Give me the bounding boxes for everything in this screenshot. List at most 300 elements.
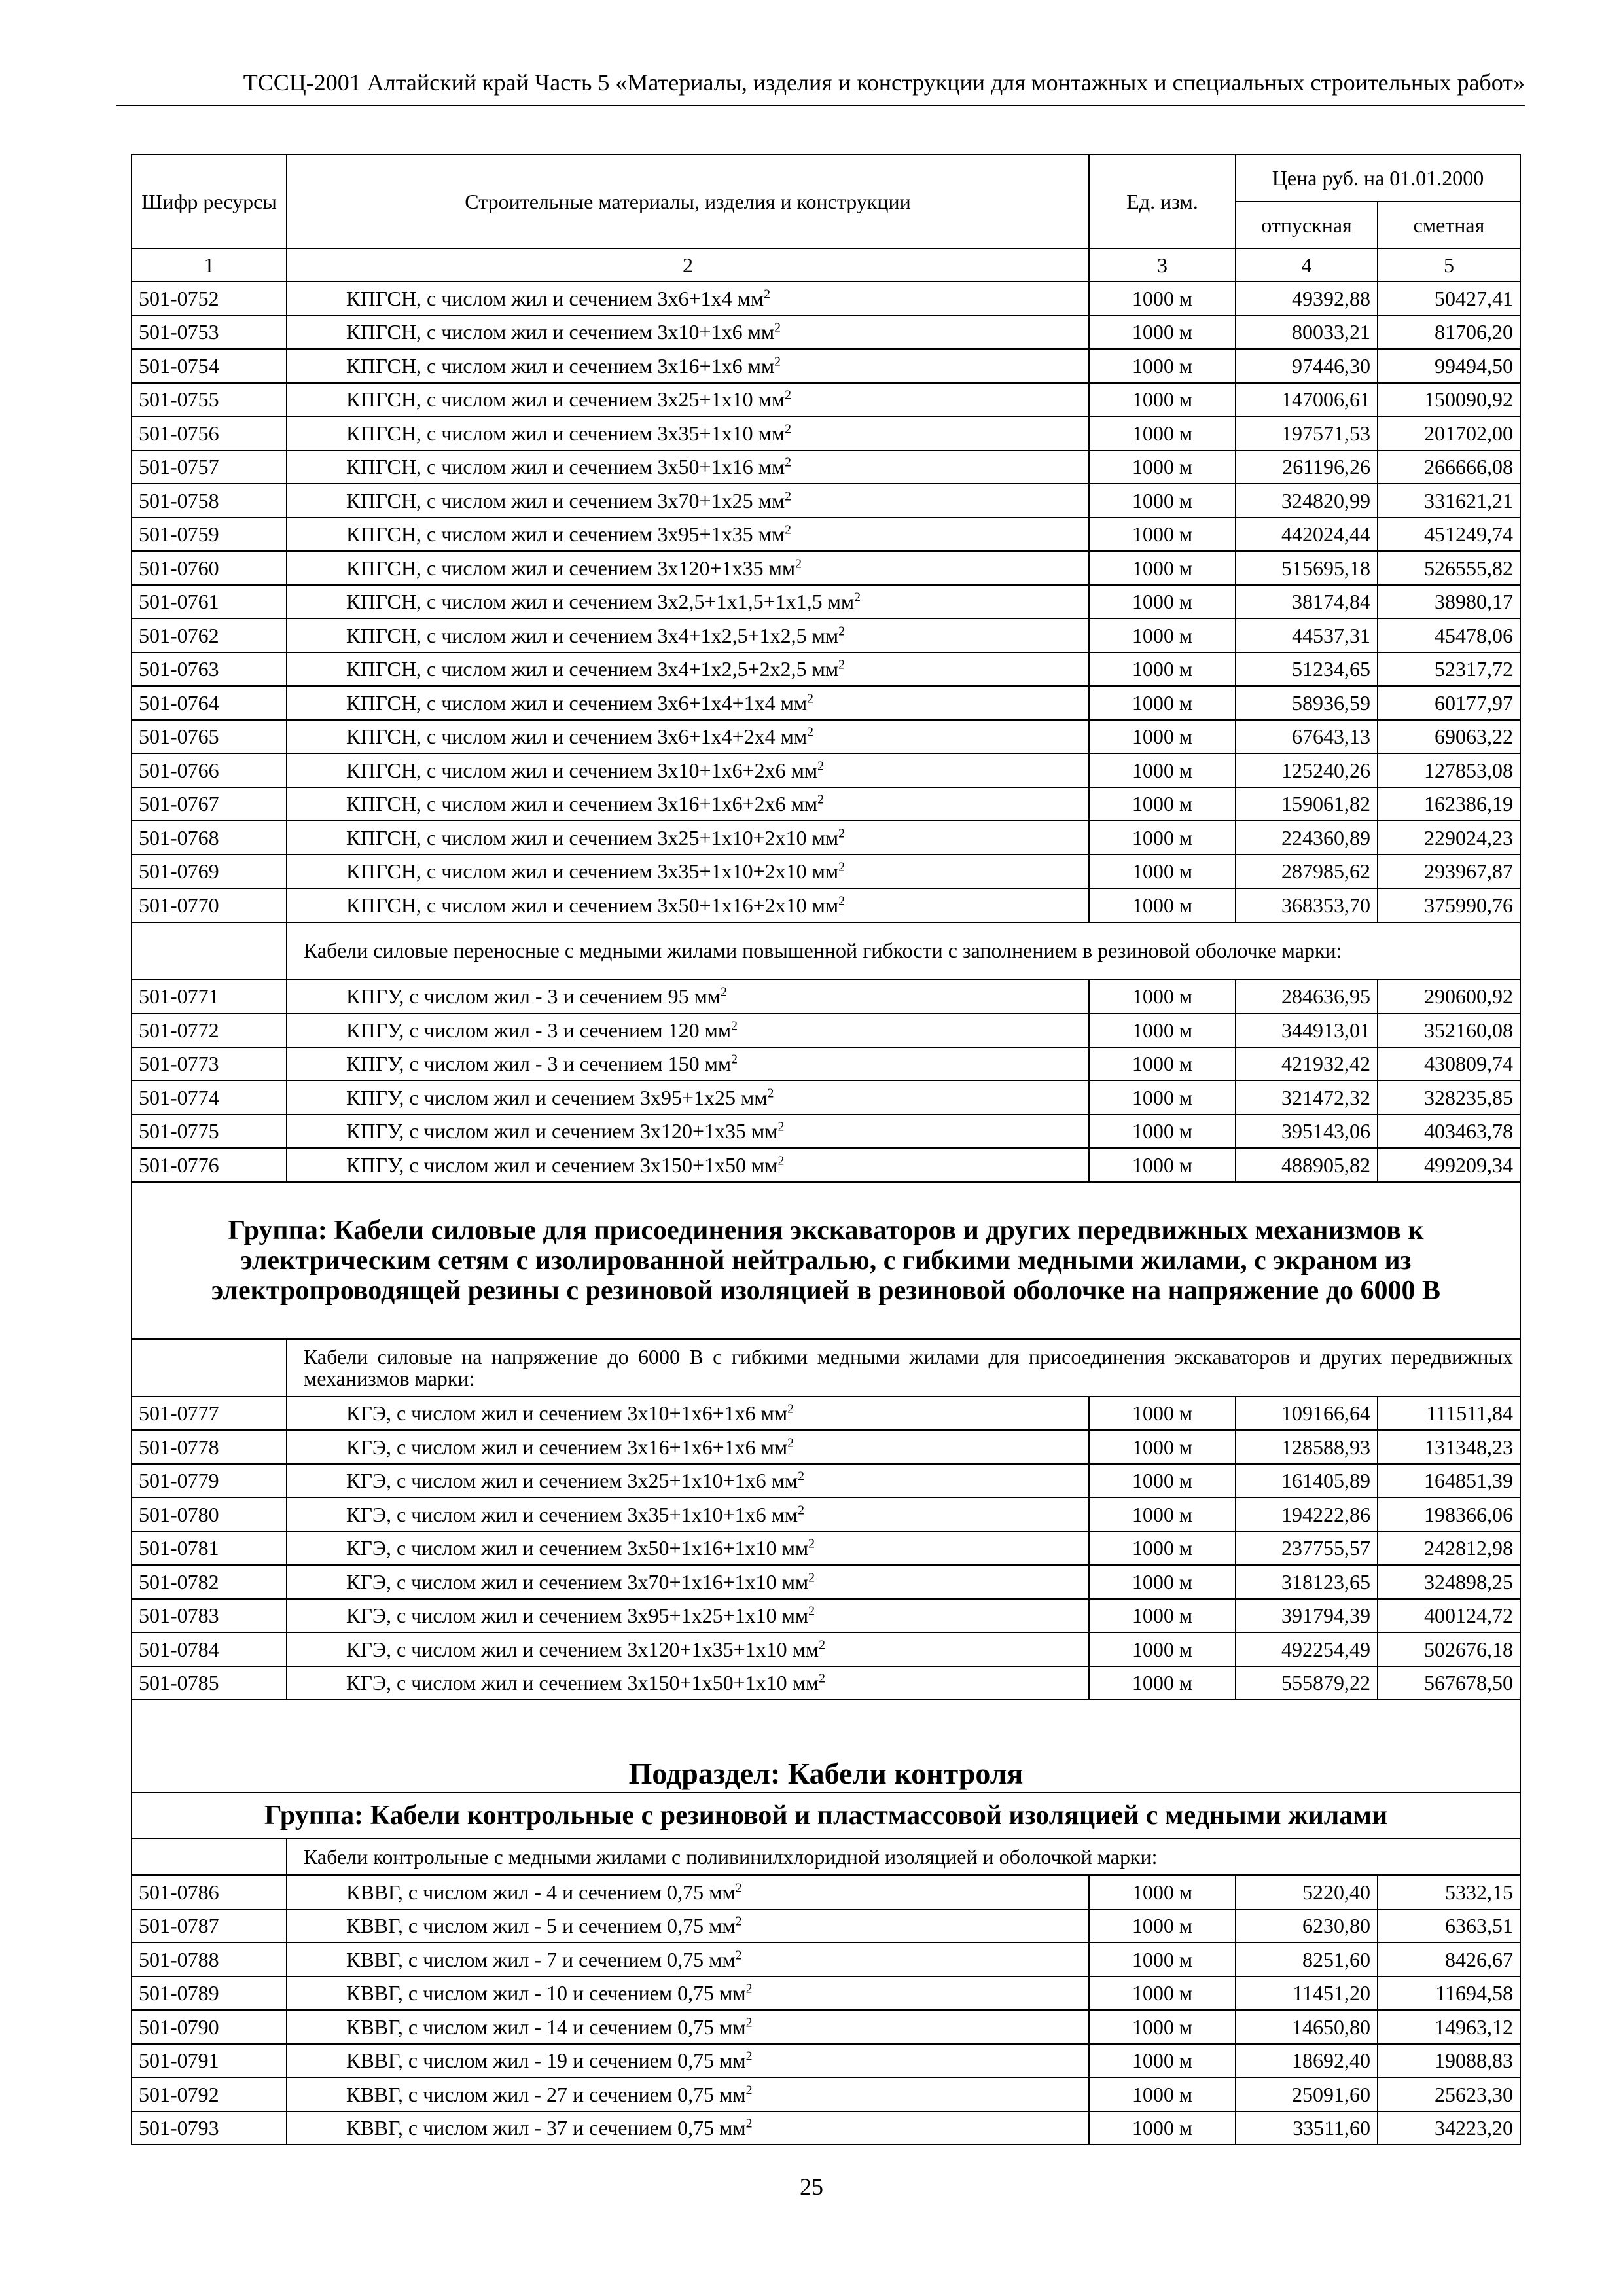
resource-code: 501-0791 (132, 2044, 287, 2078)
unit: 1000 м (1089, 2010, 1236, 2044)
estimate-price: 25623,30 (1378, 2077, 1520, 2111)
release-price: 324820,99 (1236, 484, 1378, 518)
release-price: 51234,65 (1236, 653, 1378, 687)
material-name (287, 315, 1089, 350)
unit: 1000 м (1089, 349, 1236, 383)
release-price: 237755,57 (1236, 1532, 1378, 1566)
estimate-price: 293967,87 (1378, 855, 1520, 889)
resource-code: 501-0780 (132, 1498, 287, 1532)
unit: 1000 м (1089, 1599, 1236, 1633)
table-row (132, 1666, 1520, 1700)
material-name-text: КПГСН, с числом жил и сечением 3х70+1х25 мм (346, 488, 785, 512)
estimate-price: 69063,22 (1378, 720, 1520, 754)
unit-superscript: 2 (807, 725, 814, 740)
release-price: 492254,49 (1236, 1632, 1378, 1666)
resource-code: 501-0753 (132, 315, 287, 350)
material-name-text: КГЭ, с числом жил и сечением 3х35+1х10+1х6 мм (346, 1502, 798, 1526)
table-header (132, 154, 1520, 281)
material-name (287, 416, 1089, 450)
material-name (287, 349, 1089, 383)
release-price: 128588,93 (1236, 1430, 1378, 1464)
release-price: 261196,26 (1236, 450, 1378, 484)
resource-code: 501-0757 (132, 450, 287, 484)
estimate-price: 162386,19 (1378, 787, 1520, 821)
estimate-price: 127853,08 (1378, 753, 1520, 787)
material-name (287, 1430, 1089, 1464)
material-name-text: КВВГ, с числом жил - 7 и сечением 0,75 мм (346, 1947, 736, 1971)
material-name (287, 1397, 1089, 1431)
material-name-text: КПГУ, с числом жил и сечением 3х95+1х25 мм (346, 1085, 768, 1109)
table-row (132, 1498, 1520, 1532)
estimate-price: 430809,74 (1378, 1047, 1520, 1081)
table-row (132, 585, 1520, 619)
estimate-price: 451249,74 (1378, 518, 1520, 552)
table-row (132, 1464, 1520, 1498)
material-name-text: КПГСН, с числом жил и сечением 3х4+1х2,5+2х2,5 мм (346, 657, 839, 681)
unit-superscript: 2 (785, 422, 792, 437)
material-name (287, 980, 1089, 1014)
release-price: 58936,59 (1236, 686, 1378, 720)
material-name-text: КПГУ, с числом жил - 3 и сечением 150 мм (346, 1052, 732, 1076)
table-note-row (132, 1339, 1520, 1397)
note-code-cell (132, 922, 287, 980)
resource-code: 501-0761 (132, 585, 287, 619)
header-rule (116, 105, 1525, 106)
estimate-price: 324898,25 (1378, 1565, 1520, 1599)
resource-code: 501-0755 (132, 383, 287, 417)
unit: 1000 м (1089, 1498, 1236, 1532)
note-code-cell (132, 1339, 287, 1397)
page-number: 25 (800, 2174, 823, 2200)
table-row (132, 281, 1520, 315)
unit-superscript: 2 (798, 1503, 805, 1518)
material-name-text: КВВГ, с числом жил - 19 и сечением 0,75 мм (346, 2049, 746, 2073)
unit: 1000 м (1089, 551, 1236, 585)
material-name-text: КПГСН, с числом жил и сечением 3х6+1х4 мм (346, 286, 764, 310)
material-name (287, 686, 1089, 720)
resource-code: 501-0774 (132, 1081, 287, 1115)
material-name (287, 1875, 1089, 1909)
unit-superscript: 2 (854, 590, 861, 605)
unit: 1000 м (1089, 2044, 1236, 2078)
table-row (132, 653, 1520, 687)
table-row (132, 1081, 1520, 1115)
resource-code: 501-0764 (132, 686, 287, 720)
unit-superscript: 2 (838, 859, 846, 874)
column-number: 2 (287, 249, 1089, 281)
material-name (287, 787, 1089, 821)
unit-superscript: 2 (745, 2083, 753, 2098)
table-row (132, 1875, 1520, 1909)
estimate-price: 81706,20 (1378, 315, 1520, 350)
release-price: 224360,89 (1236, 821, 1378, 855)
resource-code: 501-0767 (132, 787, 287, 821)
table-row (132, 1599, 1520, 1633)
unit: 1000 м (1089, 383, 1236, 417)
material-name-text: КГЭ, с числом жил и сечением 3х10+1х6+1х6 мм (346, 1401, 788, 1426)
resource-code: 501-0785 (132, 1666, 287, 1700)
material-name-text: КПГСН, с числом жил и сечением 3х10+1х6+2х6 мм (346, 758, 818, 782)
release-price: 11451,20 (1236, 1977, 1378, 2011)
unit: 1000 м (1089, 416, 1236, 450)
col-header-estimate: сметная (1378, 202, 1520, 249)
material-name (287, 484, 1089, 518)
table-row (132, 315, 1520, 350)
material-name (287, 585, 1089, 619)
release-price: 515695,18 (1236, 551, 1378, 585)
table-note-row (132, 1839, 1520, 1875)
material-name (287, 1115, 1089, 1149)
material-name (287, 1148, 1089, 1182)
resource-code: 501-0779 (132, 1464, 287, 1498)
estimate-price: 164851,39 (1378, 1464, 1520, 1498)
material-name-text: КПГСН, с числом жил и сечением 3х16+1х6+2х6 мм (346, 792, 818, 816)
unit-superscript: 2 (798, 1469, 805, 1484)
resource-code: 501-0792 (132, 2077, 287, 2111)
material-name-text: КПГСН, с числом жил и сечением 3х50+1х16 мм (346, 455, 785, 479)
release-price: 194222,86 (1236, 1498, 1378, 1532)
unit: 1000 м (1089, 1943, 1236, 1977)
material-name (287, 1565, 1089, 1599)
material-name-text: КВВГ, с числом жил - 27 и сечением 0,75 мм (346, 2082, 746, 2106)
resource-code: 501-0754 (132, 349, 287, 383)
estimate-price: 328235,85 (1378, 1081, 1520, 1115)
material-name-text: КПГСН, с числом жил и сечением 3х25+1х10+2х10 мм (346, 825, 839, 850)
unit-superscript: 2 (838, 624, 846, 639)
price-table (131, 154, 1521, 2145)
release-price: 284636,95 (1236, 980, 1378, 1014)
unit-superscript: 2 (735, 1948, 742, 1963)
release-price: 25091,60 (1236, 2077, 1378, 2111)
col-header-name: Строительные материалы, изделия и конструкции (287, 154, 1089, 249)
unit: 1000 м (1089, 1115, 1236, 1149)
resource-code: 501-0763 (132, 653, 287, 687)
unit: 1000 м (1089, 619, 1236, 653)
unit-superscript: 2 (745, 2116, 753, 2131)
column-number: 3 (1089, 249, 1236, 281)
table-row (132, 1115, 1520, 1149)
estimate-price: 45478,06 (1378, 619, 1520, 653)
material-name-text: КПГСН, с числом жил и сечением 3х2,5+1х1,5+1х1,5 мм (346, 590, 855, 614)
table-row (132, 1909, 1520, 1943)
resource-code: 501-0773 (132, 1047, 287, 1081)
unit: 1000 м (1089, 753, 1236, 787)
unit: 1000 м (1089, 1565, 1236, 1599)
unit-superscript: 2 (745, 2049, 753, 2064)
material-name-text: КПГСН, с числом жил и сечением 3х35+1х10 мм (346, 421, 785, 445)
table-row (132, 2010, 1520, 2044)
table-row (132, 1430, 1520, 1464)
estimate-price: 567678,50 (1378, 1666, 1520, 1700)
estimate-price: 229024,23 (1378, 821, 1520, 855)
col-header-unit: Ед. изм. (1089, 154, 1236, 249)
resource-code: 501-0793 (132, 2111, 287, 2145)
material-name-text: КГЭ, с числом жил и сечением 3х120+1х35+1х10 мм (346, 1637, 819, 1661)
material-name-text: КПГСН, с числом жил и сечением 3х10+1х6 мм (346, 320, 775, 344)
estimate-price: 526555,82 (1378, 551, 1520, 585)
unit: 1000 м (1089, 518, 1236, 552)
material-name-text: КВВГ, с числом жил - 10 и сечением 0,75 мм (346, 1981, 746, 2005)
table-row (132, 821, 1520, 855)
material-name (287, 1943, 1089, 1977)
material-name-text: КПГСН, с числом жил и сечением 3х120+1х35 мм (346, 556, 796, 580)
estimate-price: 11694,58 (1378, 1977, 1520, 2011)
material-name (287, 383, 1089, 417)
resource-code: 501-0788 (132, 1943, 287, 1977)
unit: 1000 м (1089, 2077, 1236, 2111)
material-name-text: КВВГ, с числом жил - 37 и сечением 0,75 мм (346, 2116, 746, 2140)
group-heading-row (132, 1182, 1520, 1339)
unit-superscript: 2 (785, 455, 792, 470)
material-name (287, 2044, 1089, 2078)
group-heading: Группа: Кабели силовые для присоединения экскаваторов и других передвижных механизмов к электрическим сетям с изолированной нейтралью, с гибкими медными жилами, с экраном из электропроводящей резины с резиновой изоляцией в резиновой оболочке на напряжение до 6000 В (132, 1182, 1520, 1339)
material-name (287, 1081, 1089, 1115)
release-price: 97446,30 (1236, 349, 1378, 383)
resource-code: 501-0787 (132, 1909, 287, 1943)
release-price: 38174,84 (1236, 585, 1378, 619)
unit-superscript: 2 (774, 354, 781, 369)
resource-code: 501-0759 (132, 518, 287, 552)
table-row (132, 518, 1520, 552)
table-note-row (132, 922, 1520, 980)
material-name (287, 1013, 1089, 1047)
material-name-text: КПГСН, с числом жил и сечением 3х4+1х2,5+1х2,5 мм (346, 623, 839, 647)
material-name (287, 1977, 1089, 2011)
estimate-price: 198366,06 (1378, 1498, 1520, 1532)
material-name-text: КВВГ, с числом жил - 5 и сечением 0,75 мм (346, 1914, 736, 1938)
col-header-price-group: Цена руб. на 01.01.2000 (1236, 154, 1520, 202)
unit-superscript: 2 (838, 826, 846, 841)
release-price: 442024,44 (1236, 518, 1378, 552)
resource-code: 501-0775 (132, 1115, 287, 1149)
note-code-cell (132, 1839, 287, 1875)
resource-code: 501-0768 (132, 821, 287, 855)
unit-superscript: 2 (785, 522, 792, 537)
release-price: 8251,60 (1236, 1943, 1378, 1977)
subsection-heading-row (132, 1700, 1520, 1793)
table-row (132, 1047, 1520, 1081)
estimate-price: 34223,20 (1378, 2111, 1520, 2145)
table-row (132, 2077, 1520, 2111)
unit: 1000 м (1089, 1875, 1236, 1909)
resource-code: 501-0786 (132, 1875, 287, 1909)
unit-superscript: 2 (774, 320, 781, 335)
column-numbers-row (132, 249, 1520, 281)
unit-superscript: 2 (808, 1570, 815, 1585)
material-name (287, 753, 1089, 787)
material-name-text: КВВГ, с числом жил - 14 и сечением 0,75 мм (346, 2015, 746, 2039)
estimate-price: 19088,83 (1378, 2044, 1520, 2078)
column-number: 1 (132, 249, 287, 281)
material-name (287, 1909, 1089, 1943)
unit-superscript: 2 (764, 287, 771, 302)
group-heading: Группа: Кабели контрольные с резиновой и пластмассовой изоляцией с медными жилами (132, 1793, 1520, 1839)
estimate-price: 38980,17 (1378, 585, 1520, 619)
unit: 1000 м (1089, 787, 1236, 821)
unit-superscript: 2 (735, 1914, 742, 1929)
unit: 1000 м (1089, 1047, 1236, 1081)
material-name-text: КГЭ, с числом жил и сечением 3х95+1х25+1х10 мм (346, 1604, 809, 1628)
release-price: 18692,40 (1236, 2044, 1378, 2078)
unit: 1000 м (1089, 720, 1236, 754)
table-row (132, 888, 1520, 922)
resource-code: 501-0782 (132, 1565, 287, 1599)
unit: 1000 м (1089, 1430, 1236, 1464)
estimate-price: 150090,92 (1378, 383, 1520, 417)
table-row (132, 686, 1520, 720)
resource-code: 501-0756 (132, 416, 287, 450)
material-name-text: КПГУ, с числом жил и сечением 3х150+1х50 мм (346, 1153, 778, 1177)
unit: 1000 м (1089, 1977, 1236, 2011)
estimate-price: 5332,15 (1378, 1875, 1520, 1909)
material-name-text: КПГСН, с числом жил и сечением 3х16+1х6 мм (346, 353, 775, 378)
resource-code: 501-0776 (132, 1148, 287, 1182)
estimate-price: 6363,51 (1378, 1909, 1520, 1943)
resource-code: 501-0777 (132, 1397, 287, 1431)
material-name-text: КПГУ, с числом жил - 3 и сечением 120 мм (346, 1018, 732, 1042)
table-row (132, 484, 1520, 518)
table-row (132, 1397, 1520, 1431)
unit: 1000 м (1089, 2111, 1236, 2145)
release-price: 125240,26 (1236, 753, 1378, 787)
material-name-text: КГЭ, с числом жил и сечением 3х150+1х50+1х10 мм (346, 1671, 819, 1695)
resource-code: 501-0781 (132, 1532, 287, 1566)
estimate-price: 50427,41 (1378, 281, 1520, 315)
estimate-price: 266666,08 (1378, 450, 1520, 484)
resource-code: 501-0770 (132, 888, 287, 922)
unit: 1000 м (1089, 1532, 1236, 1566)
material-name-text: КГЭ, с числом жил и сечением 3х16+1х6+1х6 мм (346, 1435, 788, 1459)
unit-superscript: 2 (745, 2015, 753, 2030)
unit-superscript: 2 (777, 1153, 785, 1168)
material-name-text: КПГСН, с числом жил и сечением 3х25+1х10 мм (346, 387, 785, 412)
resource-code: 501-0778 (132, 1430, 287, 1464)
release-price: 67643,13 (1236, 720, 1378, 754)
table-row (132, 1565, 1520, 1599)
unit: 1000 м (1089, 1013, 1236, 1047)
estimate-price: 14963,12 (1378, 2010, 1520, 2044)
material-name (287, 2010, 1089, 2044)
release-price: 161405,89 (1236, 1464, 1378, 1498)
unit-superscript: 2 (785, 387, 792, 403)
table-row (132, 2044, 1520, 2078)
material-name (287, 1464, 1089, 1498)
unit-superscript: 2 (721, 984, 728, 999)
estimate-price: 99494,50 (1378, 349, 1520, 383)
note-text: Кабели силовые переносные с медными жилами повышенной гибкости с заполнением в резиновой оболочке марки: (287, 922, 1520, 980)
resource-code: 501-0783 (132, 1599, 287, 1633)
material-name (287, 855, 1089, 889)
unit-superscript: 2 (838, 657, 846, 672)
unit-superscript: 2 (735, 1880, 742, 1895)
unit-superscript: 2 (745, 1981, 753, 1996)
unit: 1000 м (1089, 1909, 1236, 1943)
table-row (132, 2111, 1520, 2145)
note-text: Кабели контрольные с медными жилами с поливинилхлоридной изоляцией и оболочкой марки: (287, 1839, 1520, 1875)
release-price: 555879,22 (1236, 1666, 1378, 1700)
release-price: 321472,32 (1236, 1081, 1378, 1115)
col-header-release: отпускная (1236, 202, 1378, 249)
col-header-code: Шифр ресурсы (132, 154, 287, 249)
material-name-text: КПГУ, с числом жил и сечением 3х120+1х35 мм (346, 1119, 778, 1143)
resource-code: 501-0769 (132, 855, 287, 889)
table-row (132, 383, 1520, 417)
material-name (287, 551, 1089, 585)
material-name-text: КГЭ, с числом жил и сечением 3х50+1х16+1х10 мм (346, 1536, 809, 1560)
material-name (287, 720, 1089, 754)
estimate-price: 331621,21 (1378, 484, 1520, 518)
release-price: 6230,80 (1236, 1909, 1378, 1943)
material-name (287, 888, 1089, 922)
release-price: 109166,64 (1236, 1397, 1378, 1431)
material-name-text: КПГСН, с числом жил и сечением 3х35+1х10+2х10 мм (346, 859, 839, 884)
resource-code: 501-0784 (132, 1632, 287, 1666)
unit: 1000 м (1089, 1632, 1236, 1666)
release-price: 159061,82 (1236, 787, 1378, 821)
material-name (287, 1047, 1089, 1081)
material-name-text: КГЭ, с числом жил и сечением 3х70+1х16+1х10 мм (346, 1570, 809, 1594)
material-name-text: КПГСН, с числом жил и сечением 3х6+1х4+1х4 мм (346, 691, 808, 715)
note-text: Кабели силовые на напряжение до 6000 В с гибкими медными жилами для присоединения экскаваторов и других передвижных механизмов марки: (287, 1339, 1520, 1397)
estimate-price: 8426,67 (1378, 1943, 1520, 1977)
unit-superscript: 2 (785, 489, 792, 504)
unit: 1000 м (1089, 315, 1236, 350)
running-header: ТССЦ-2001 Алтайский край Часть 5 «Материалы, изделия и конструкции для монтажных и специальных строительных работ» (243, 69, 1525, 96)
release-price: 368353,70 (1236, 888, 1378, 922)
table-row (132, 1532, 1520, 1566)
release-price: 391794,39 (1236, 1599, 1378, 1633)
unit: 1000 м (1089, 888, 1236, 922)
resource-code: 501-0790 (132, 2010, 287, 2044)
table-row (132, 619, 1520, 653)
table-row (132, 1943, 1520, 1977)
unit-superscript: 2 (731, 1018, 738, 1033)
unit: 1000 м (1089, 585, 1236, 619)
unit-superscript: 2 (795, 556, 802, 571)
table-row (132, 551, 1520, 585)
release-price: 344913,01 (1236, 1013, 1378, 1047)
material-name-text: КПГУ, с числом жил - 3 и сечением 95 мм (346, 984, 721, 1009)
unit: 1000 м (1089, 980, 1236, 1014)
subsection-heading: Подраздел: Кабели контроля (132, 1700, 1520, 1793)
release-price: 33511,60 (1236, 2111, 1378, 2145)
table-body (132, 281, 1520, 2145)
material-name (287, 2077, 1089, 2111)
unit: 1000 м (1089, 653, 1236, 687)
release-price: 318123,65 (1236, 1565, 1378, 1599)
table-row (132, 450, 1520, 484)
estimate-price: 499209,34 (1378, 1148, 1520, 1182)
release-price: 197571,53 (1236, 416, 1378, 450)
resource-code: 501-0789 (132, 1977, 287, 2011)
material-name-text: КПГСН, с числом жил и сечением 3х6+1х4+2х4 мм (346, 725, 808, 749)
table-row (132, 416, 1520, 450)
unit-superscript: 2 (808, 1536, 815, 1551)
table-row (132, 1013, 1520, 1047)
material-name-text: КПГСН, с числом жил и сечением 3х95+1х35 мм (346, 522, 785, 547)
release-price: 488905,82 (1236, 1148, 1378, 1182)
resource-code: 501-0771 (132, 980, 287, 1014)
material-name (287, 1532, 1089, 1566)
unit-superscript: 2 (819, 1671, 826, 1686)
group-heading-row (132, 1793, 1520, 1839)
unit-superscript: 2 (787, 1401, 794, 1416)
estimate-price: 201702,00 (1378, 416, 1520, 450)
estimate-price: 242812,98 (1378, 1532, 1520, 1566)
table-row (132, 855, 1520, 889)
estimate-price: 60177,97 (1378, 686, 1520, 720)
material-name (287, 653, 1089, 687)
